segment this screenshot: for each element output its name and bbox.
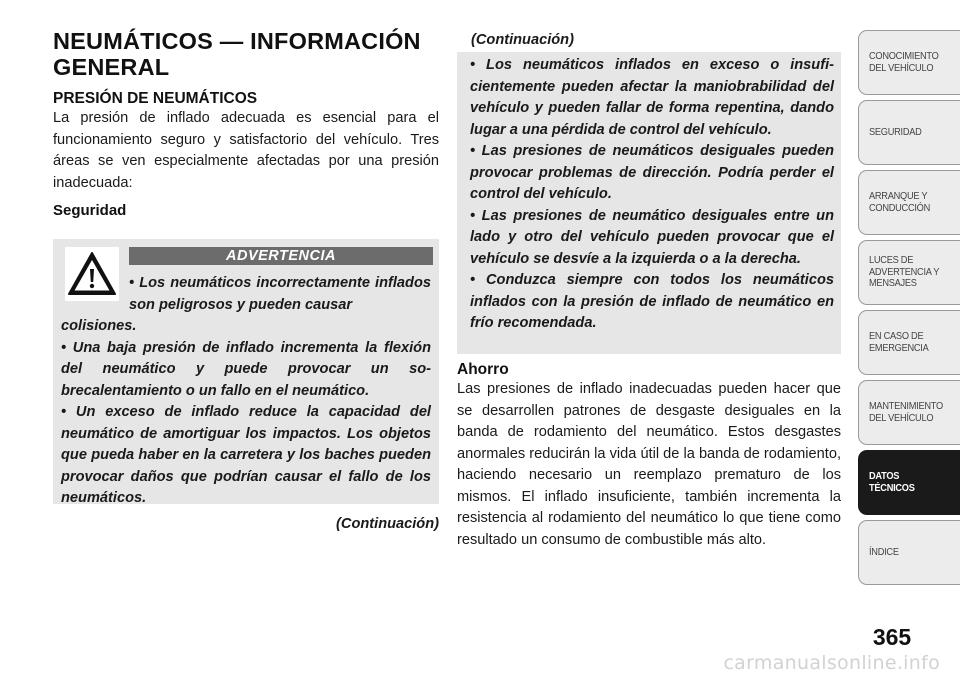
title-line-1: NEUMÁTICOS — INFORMACIÓN — [53, 28, 421, 54]
warning-item-5: • Las presiones de neumáticos desiguales pueden provocar problemas de dirección. Podría perder el control del vehículo. — [470, 143, 834, 202]
warning-box-continued — [457, 52, 841, 354]
tab-datos-tecnicos[interactable] — [858, 450, 960, 515]
left-column — [53, 28, 439, 221]
warning-item-1-tail: colisiones. — [61, 318, 137, 334]
tab-seguridad[interactable] — [858, 100, 960, 165]
page-title — [53, 28, 439, 80]
tab-luces-advertencia[interactable] — [858, 240, 960, 305]
chapter-tabs — [858, 30, 960, 590]
section-heading: PRESIÓN DE NEUMÁTICOS — [53, 90, 258, 107]
tab-emergencia[interactable] — [858, 310, 960, 375]
tab-label: EN CASO DE EMERGENCIA — [869, 330, 929, 354]
warning-item-1: • Los neumáticos incorrectamente inflados son peligrosos y pueden causar — [129, 275, 431, 313]
tab-label: SEGURIDAD — [869, 125, 922, 138]
tab-label: ARRANQUE Y CONDUCCIÓN — [869, 190, 931, 214]
tab-label: MANTENIMIENTO DEL VEHÍCULO — [869, 400, 943, 424]
economy-section — [457, 360, 841, 551]
warning-triangle-icon — [65, 247, 119, 301]
continued-label-right: (Continuación) — [471, 32, 574, 48]
tab-indice[interactable] — [858, 520, 960, 585]
warning-item-3: • Un exceso de inflado reduce la capacidad del neumático de amortiguar los impactos. Los objetos que pueda haber en la carretera y los baches pueden provocar daños que podrían causar el fallo de los neumáticos. — [61, 404, 431, 506]
warning-box — [53, 239, 439, 504]
tab-arranque-conduccion[interactable] — [858, 170, 960, 235]
tab-label: DATOS TÉCNICOS — [869, 470, 915, 494]
title-line-2: GENERAL — [53, 54, 170, 80]
tab-label: ÍNDICE — [869, 545, 899, 558]
safety-label: Seguridad — [53, 202, 127, 219]
watermark: carmanualsonline.info — [723, 652, 940, 674]
intro-paragraph: La presión de inflado adecuada es esencial para el funcionamiento seguro y satisfactorio del vehículo. Tres áreas se ven especialmente afectadas por una presión inadecuada: — [53, 110, 439, 191]
warning-item-4: • Los neumáticos inflados en exceso o insuficientemente pueden afectar la maniobrabilidad del vehículo y pueden fallar de forma repentina, dando lugar a una pérdida de control del vehículo. — [470, 57, 834, 138]
tab-label: LUCES DE ADVERTENCIA Y MENSAJES — [869, 254, 940, 290]
warning-item-2: • Una baja presión de inflado incrementa la flexión del neumático y puede provocar un sobrecalentamiento o un fallo en el neumático. — [61, 339, 431, 399]
continued-label-left: (Continuación) — [336, 516, 439, 532]
warning-item-6: • Las presiones de neumático desiguales entre un lado y otro del vehículo pueden provocar que el vehículo se desvíe a la izquierda o a la derecha. — [470, 207, 834, 267]
tab-mantenimiento[interactable] — [858, 380, 960, 445]
warning-item-7: • Conduzca siempre con todos los neumáticos inflados con la presión de inflado de neumático en frío recomendada. — [470, 272, 834, 331]
economy-label: Ahorro — [457, 361, 509, 378]
page-number: 365 — [872, 624, 912, 650]
economy-paragraph: Las presiones de inflado inadecuadas pueden hacer que se desarrollen patrones de desgaste desiguales en la banda de rodamiento del neumático. Estos desgastes anormales reducirán la vida útil de la banda de rodamiento, haciendo necesario un reemplazo prematuro de los mismos. El inflado insuficiente, también incrementa la resistencia al rodamiento del neumático lo que tiene como resultado un consumo de combustible más alto. — [457, 381, 841, 548]
tab-conocimiento-vehiculo[interactable] — [858, 30, 960, 95]
warning-header: ADVERTENCIA — [129, 247, 433, 265]
tab-label: CONOCIMIENTO DEL VEHÍCULO — [869, 50, 939, 74]
